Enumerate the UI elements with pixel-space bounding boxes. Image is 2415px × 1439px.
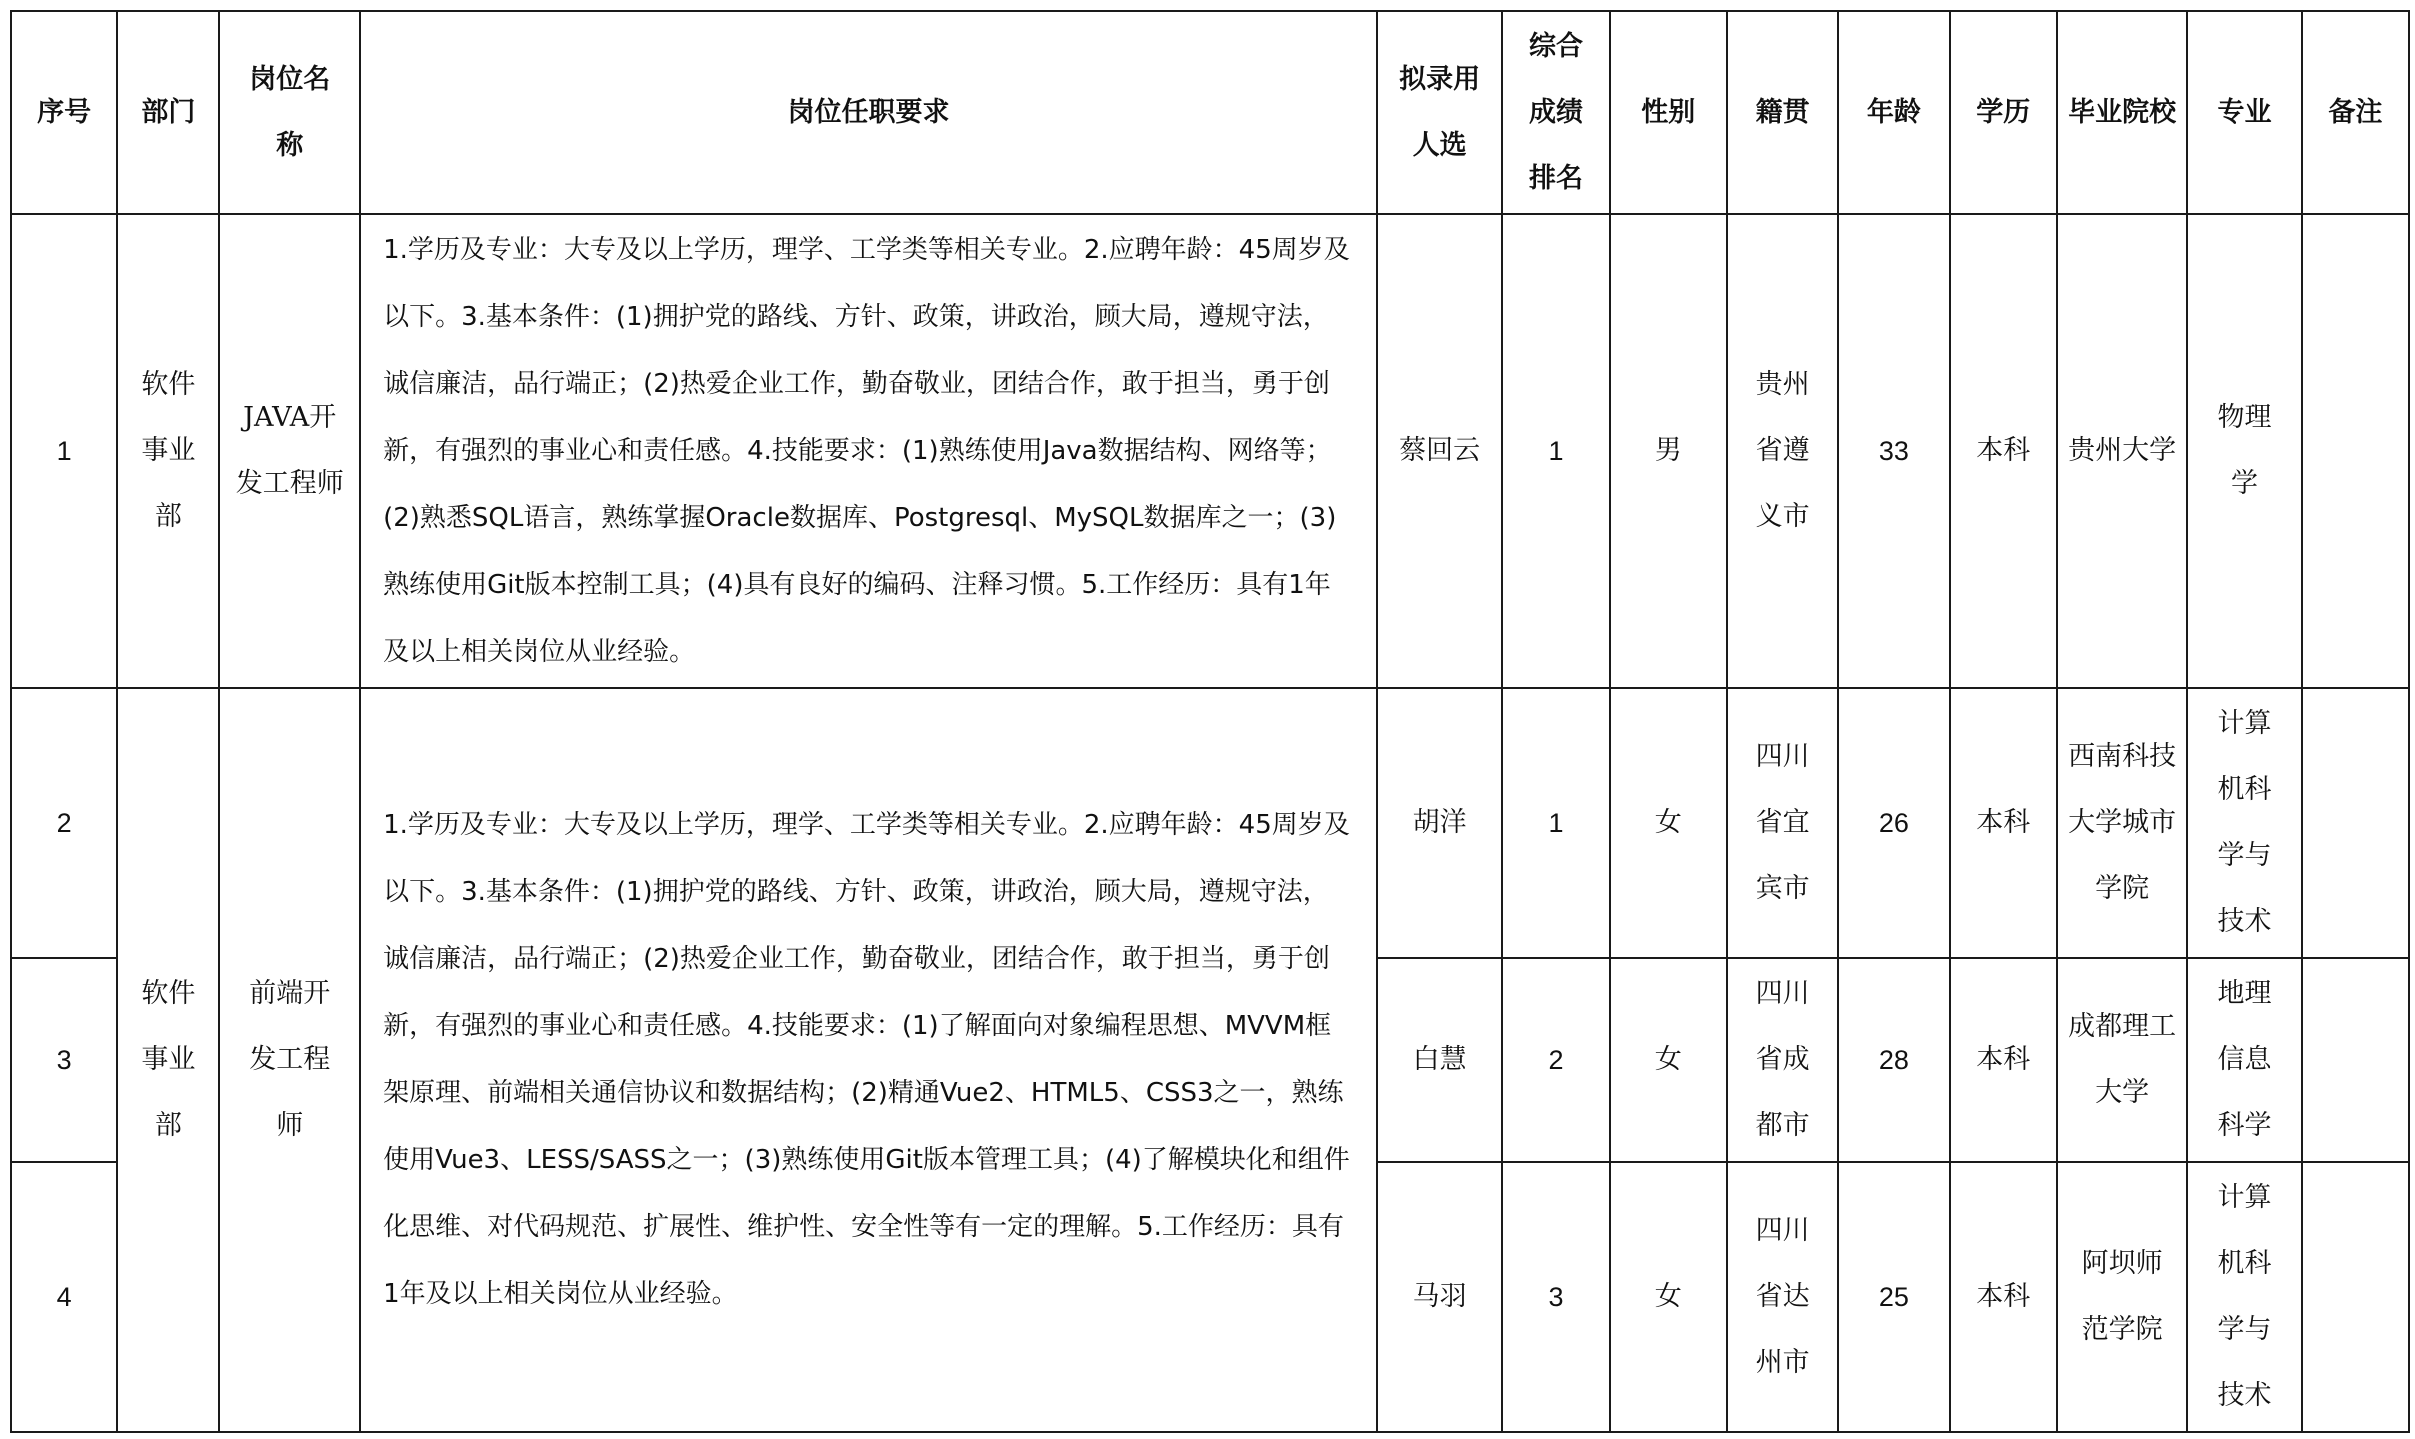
cell-age: 28	[1838, 958, 1949, 1162]
header-candidate: 拟录用人选	[1377, 11, 1502, 214]
cell-major: 物理学	[2187, 214, 2301, 688]
cell-education: 本科	[1950, 1162, 2057, 1432]
header-rank: 综合成绩排名	[1502, 11, 1609, 214]
header-age: 年龄	[1838, 11, 1949, 214]
cell-major: 地理信息科学	[2187, 958, 2301, 1162]
cell-major: 计算机科学与技术	[2187, 1162, 2301, 1432]
cell-school: 阿坝师范学院	[2057, 1162, 2188, 1432]
cell-seq: 1	[11, 214, 117, 688]
cell-requirements: 1.学历及专业：大专及以上学历，理学、工学类等相关专业。2.应聘年龄：45周岁及以下。3.基本条件：(1)拥护党的路线、方针、政策，讲政治，顾大局，遵规守法，诚信廉洁，品行端正；(2)热爱企业工作，勤奋敬业，团结合作，敢于担当，勇于创新，有强烈的事业心和责任感。4.技能要求：(1)了解面向对象编程思想、MVVM框架原理、前端相关通信协议和数据结构；(2)精通Vue2、HTML5、CSS3之一，熟练使用Vue3、LESS/SASS之一；(3)熟练使用Git版本管理工具；(4)了解模块化和组件化思维、对代码规范、扩展性、维护性、安全性等有一定的理解。5.工作经历：具有1年及以上相关岗位从业经验。	[360, 688, 1377, 1432]
cell-education: 本科	[1950, 214, 2057, 688]
cell-remark	[2302, 1162, 2409, 1432]
cell-gender: 女	[1610, 1162, 1727, 1432]
header-position: 岗位名称	[219, 11, 360, 214]
cell-origin: 四川省成都市	[1727, 958, 1838, 1162]
cell-dept: 软件事业部	[117, 214, 219, 688]
cell-school: 成都理工大学	[2057, 958, 2188, 1162]
header-education: 学历	[1950, 11, 2057, 214]
cell-school: 贵州大学	[2057, 214, 2188, 688]
table-row	[11, 688, 2409, 958]
cell-gender: 女	[1610, 688, 1727, 958]
cell-seq: 4	[11, 1162, 117, 1432]
cell-education: 本科	[1950, 958, 2057, 1162]
cell-school: 西南科技大学城市学院	[2057, 688, 2188, 958]
cell-rank: 1	[1502, 688, 1609, 958]
table-row	[11, 214, 2409, 688]
cell-position: JAVA开发工程师	[219, 214, 360, 688]
cell-seq: 2	[11, 688, 117, 958]
cell-rank: 3	[1502, 1162, 1609, 1432]
cell-gender: 女	[1610, 958, 1727, 1162]
header-origin: 籍贯	[1727, 11, 1838, 214]
header-remark: 备注	[2302, 11, 2409, 214]
cell-age: 33	[1838, 214, 1949, 688]
cell-rank: 1	[1502, 214, 1609, 688]
cell-major: 计算机科学与技术	[2187, 688, 2301, 958]
cell-candidate-name: 白慧	[1377, 958, 1502, 1162]
cell-origin: 四川省达州市	[1727, 1162, 1838, 1432]
cell-origin: 四川省宜宾市	[1727, 688, 1838, 958]
header-major: 专业	[2187, 11, 2301, 214]
header-school: 毕业院校	[2057, 11, 2188, 214]
cell-age: 26	[1838, 688, 1949, 958]
cell-origin: 贵州省遵义市	[1727, 214, 1838, 688]
cell-rank: 2	[1502, 958, 1609, 1162]
hiring-roster-table	[10, 10, 2410, 1433]
header-requirements: 岗位任职要求	[360, 11, 1377, 214]
cell-gender: 男	[1610, 214, 1727, 688]
header-row	[11, 11, 2409, 214]
cell-seq: 3	[11, 958, 117, 1162]
header-gender: 性别	[1610, 11, 1727, 214]
cell-candidate-name: 马羽	[1377, 1162, 1502, 1432]
header-seq: 序号	[11, 11, 117, 214]
cell-remark	[2302, 688, 2409, 958]
cell-position: 前端开发工程师	[219, 688, 360, 1432]
cell-candidate-name: 蔡回云	[1377, 214, 1502, 688]
cell-dept: 软件事业部	[117, 688, 219, 1432]
header-dept: 部门	[117, 11, 219, 214]
cell-candidate-name: 胡洋	[1377, 688, 1502, 958]
cell-requirements: 1.学历及专业：大专及以上学历，理学、工学类等相关专业。2.应聘年龄：45周岁及以下。3.基本条件：(1)拥护党的路线、方针、政策，讲政治，顾大局，遵规守法，诚信廉洁，品行端正；(2)热爱企业工作，勤奋敬业，团结合作，敢于担当，勇于创新，有强烈的事业心和责任感。4.技能要求：(1)熟练使用Java数据结构、网络等；(2)熟悉SQL语言，熟练掌握Oracle数据库、Postgresql、MySQL数据库之一；(3)熟练使用Git版本控制工具；(4)具有良好的编码、注释习惯。5.工作经历：具有1年及以上相关岗位从业经验。	[360, 214, 1377, 688]
cell-remark	[2302, 958, 2409, 1162]
cell-remark	[2302, 214, 2409, 688]
cell-age: 25	[1838, 1162, 1949, 1432]
cell-education: 本科	[1950, 688, 2057, 958]
